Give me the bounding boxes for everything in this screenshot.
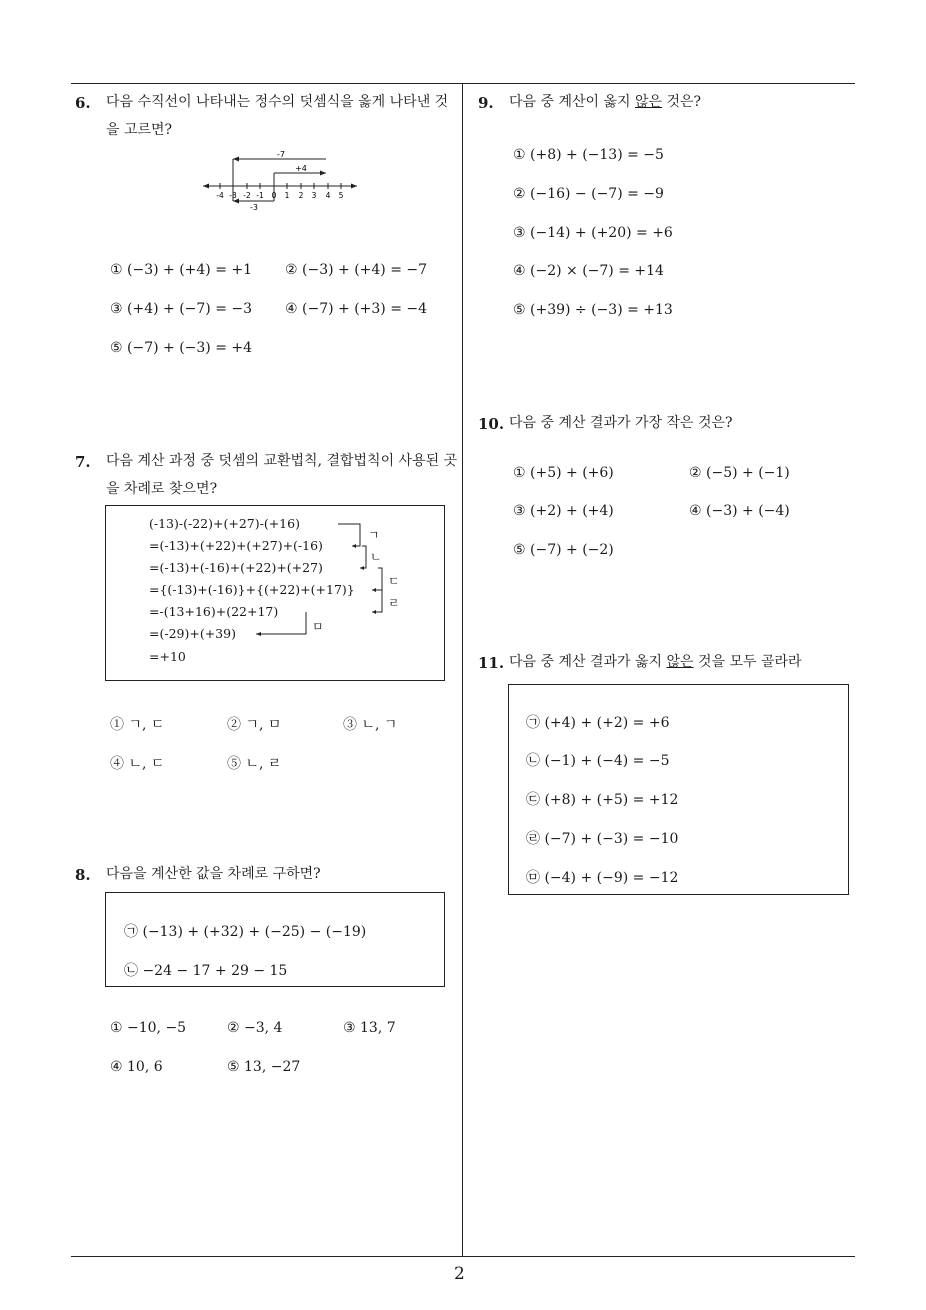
- q9-option-5[interactable]: ⑤ (+39) ÷ (−3) = +13: [513, 302, 673, 318]
- q11-number: 11.: [478, 654, 505, 672]
- q6-number: 6.: [75, 94, 91, 112]
- q10-text: 다음 중 계산 결과가 가장 작은 것은?: [509, 415, 733, 431]
- q7-step-6: =(-29)+(+39): [149, 626, 236, 641]
- q7-label-5: ㅁ: [312, 620, 324, 634]
- q10-option-1[interactable]: ① (+5) + (+6): [513, 465, 614, 481]
- q6-option-2[interactable]: ② (−3) + (+4) = −7: [285, 262, 428, 278]
- q8-item-b: ㉡ −24 − 17 + 29 − 15: [124, 963, 288, 979]
- q11-item-e[interactable]: ㉤ (−4) + (−9) = −12: [526, 870, 679, 886]
- q7-option-4[interactable]: ④ ㄴ, ㄷ: [110, 756, 165, 772]
- nl-tick-label: 0: [271, 191, 277, 200]
- q7-step-5: =-(13+16)+(22+17): [149, 604, 279, 619]
- q8-option-5[interactable]: ⑤ 13, −27: [227, 1059, 301, 1075]
- q7-label-1: ㄱ: [368, 528, 380, 542]
- q9-text-after: 것은?: [662, 94, 702, 110]
- column-divider: [462, 83, 463, 1256]
- nl-tick-label: -1: [256, 191, 264, 200]
- nl-tick-label: -2: [243, 191, 251, 200]
- q11-item-a[interactable]: ㉠ (+4) + (+2) = +6: [526, 715, 670, 731]
- nl-tick-label: 4: [325, 191, 331, 200]
- q9-option-1[interactable]: ① (+8) + (−13) = −5: [513, 147, 664, 163]
- q8-item-a: ㉠ (−13) + (+32) + (−25) − (−19): [124, 924, 367, 940]
- nl-mid-label: +4: [295, 164, 307, 173]
- nl-tick-label: -3: [229, 191, 237, 200]
- q7-calculation-box: [105, 505, 445, 681]
- q9-option-4[interactable]: ④ (−2) × (−7) = +14: [513, 263, 664, 279]
- q6-option-3[interactable]: ③ (+4) + (−7) = −3: [110, 301, 253, 317]
- q8-option-1[interactable]: ① −10, −5: [110, 1020, 187, 1036]
- q11-text-before: 다음 중 계산 결과가 옳지: [509, 654, 667, 670]
- q11-text-after: 것을 모두 골라라: [693, 654, 802, 670]
- nl-tick-label: -4: [216, 191, 224, 200]
- q7-bracket-lines: [106, 506, 444, 680]
- q9-text-before: 다음 중 계산이 옳지: [509, 94, 635, 110]
- q7-step-3: =(-13)+(-16)+(+22)+(+27): [149, 560, 323, 575]
- q8-option-4[interactable]: ④ 10, 6: [110, 1059, 163, 1075]
- q11-item-c[interactable]: ㉢ (+8) + (+5) = +12: [526, 792, 679, 808]
- nl-top-label: -7: [277, 150, 285, 159]
- q7-step-4: ={(-13)+(-16)}+{(+22)+(+17)}: [149, 582, 355, 597]
- q10-option-5[interactable]: ⑤ (−7) + (−2): [513, 542, 614, 558]
- q9-text-underlined: 않은: [635, 94, 663, 110]
- q8-number: 8.: [75, 866, 91, 884]
- q10-option-2[interactable]: ② (−5) + (−1): [689, 465, 790, 481]
- q11-text: [509, 648, 802, 676]
- nl-tick-label: 2: [298, 191, 304, 200]
- q8-option-3[interactable]: ③ 13, 7: [343, 1020, 396, 1036]
- q7-label-3: ㄷ: [388, 574, 400, 588]
- q7-step-2: =(-13)+(+22)+(+27)+(-16): [149, 538, 323, 553]
- nl-tick-label: 3: [311, 191, 317, 200]
- q11-item-d[interactable]: ㉣ (−7) + (−3) = −10: [526, 831, 679, 847]
- q10-option-4[interactable]: ④ (−3) + (−4): [689, 503, 790, 519]
- q9-option-2[interactable]: ② (−16) − (−7) = −9: [513, 186, 664, 202]
- q8-text: 다음을 계산한 값을 차례로 구하면?: [106, 866, 321, 882]
- q7-option-2[interactable]: ② ㄱ, ㅁ: [227, 717, 282, 733]
- bottom-rule: [71, 1256, 855, 1257]
- q6-text: 다음 수직선이 나타내는 정수의 덧셈식을 옳게 나타낸 것을 고르면?: [106, 94, 449, 138]
- q6-number-line: [195, 148, 365, 214]
- q7-step-1: (-13)-(-22)+(+27)-(+16): [149, 516, 300, 531]
- q7-step-7: =+10: [149, 649, 186, 664]
- q9-option-3[interactable]: ③ (−14) + (+20) = +6: [513, 225, 673, 241]
- q11-statement-box: [508, 684, 849, 895]
- q7-number: 7.: [75, 453, 91, 471]
- nl-bottom-label: -3: [250, 203, 258, 212]
- q7-text: 다음 계산 과정 중 덧셈의 교환법칙, 결합법칙이 사용된 곳을 차례로 찾으면?: [106, 453, 458, 497]
- nl-tick-label: 5: [338, 191, 344, 200]
- q9-number: 9.: [478, 94, 494, 112]
- q11-text-underlined: 않은: [666, 654, 694, 670]
- q7-option-3[interactable]: ③ ㄴ, ㄱ: [343, 717, 398, 733]
- q7-option-5[interactable]: ⑤ ㄴ, ㄹ: [227, 756, 282, 772]
- page-number: 2: [454, 1264, 465, 1284]
- q10-number: 10.: [478, 415, 505, 433]
- q7-label-2: ㄴ: [370, 550, 382, 564]
- q6-option-1[interactable]: ① (−3) + (+4) = +1: [110, 262, 253, 278]
- q9-text: [509, 88, 701, 116]
- top-rule: [71, 83, 855, 84]
- nl-tick-label: 1: [284, 191, 290, 200]
- q8-option-2[interactable]: ② −3, 4: [227, 1020, 283, 1036]
- q6-option-4[interactable]: ④ (−7) + (+3) = −4: [285, 301, 428, 317]
- q8-expression-box: [105, 892, 445, 987]
- q10-option-3[interactable]: ③ (+2) + (+4): [513, 503, 614, 519]
- q6-option-5[interactable]: ⑤ (−7) + (−3) = +4: [110, 340, 253, 356]
- q11-item-b[interactable]: ㉡ (−1) + (−4) = −5: [526, 753, 670, 769]
- q7-option-1[interactable]: ① ㄱ, ㄷ: [110, 717, 165, 733]
- q7-label-4: ㄹ: [388, 596, 400, 610]
